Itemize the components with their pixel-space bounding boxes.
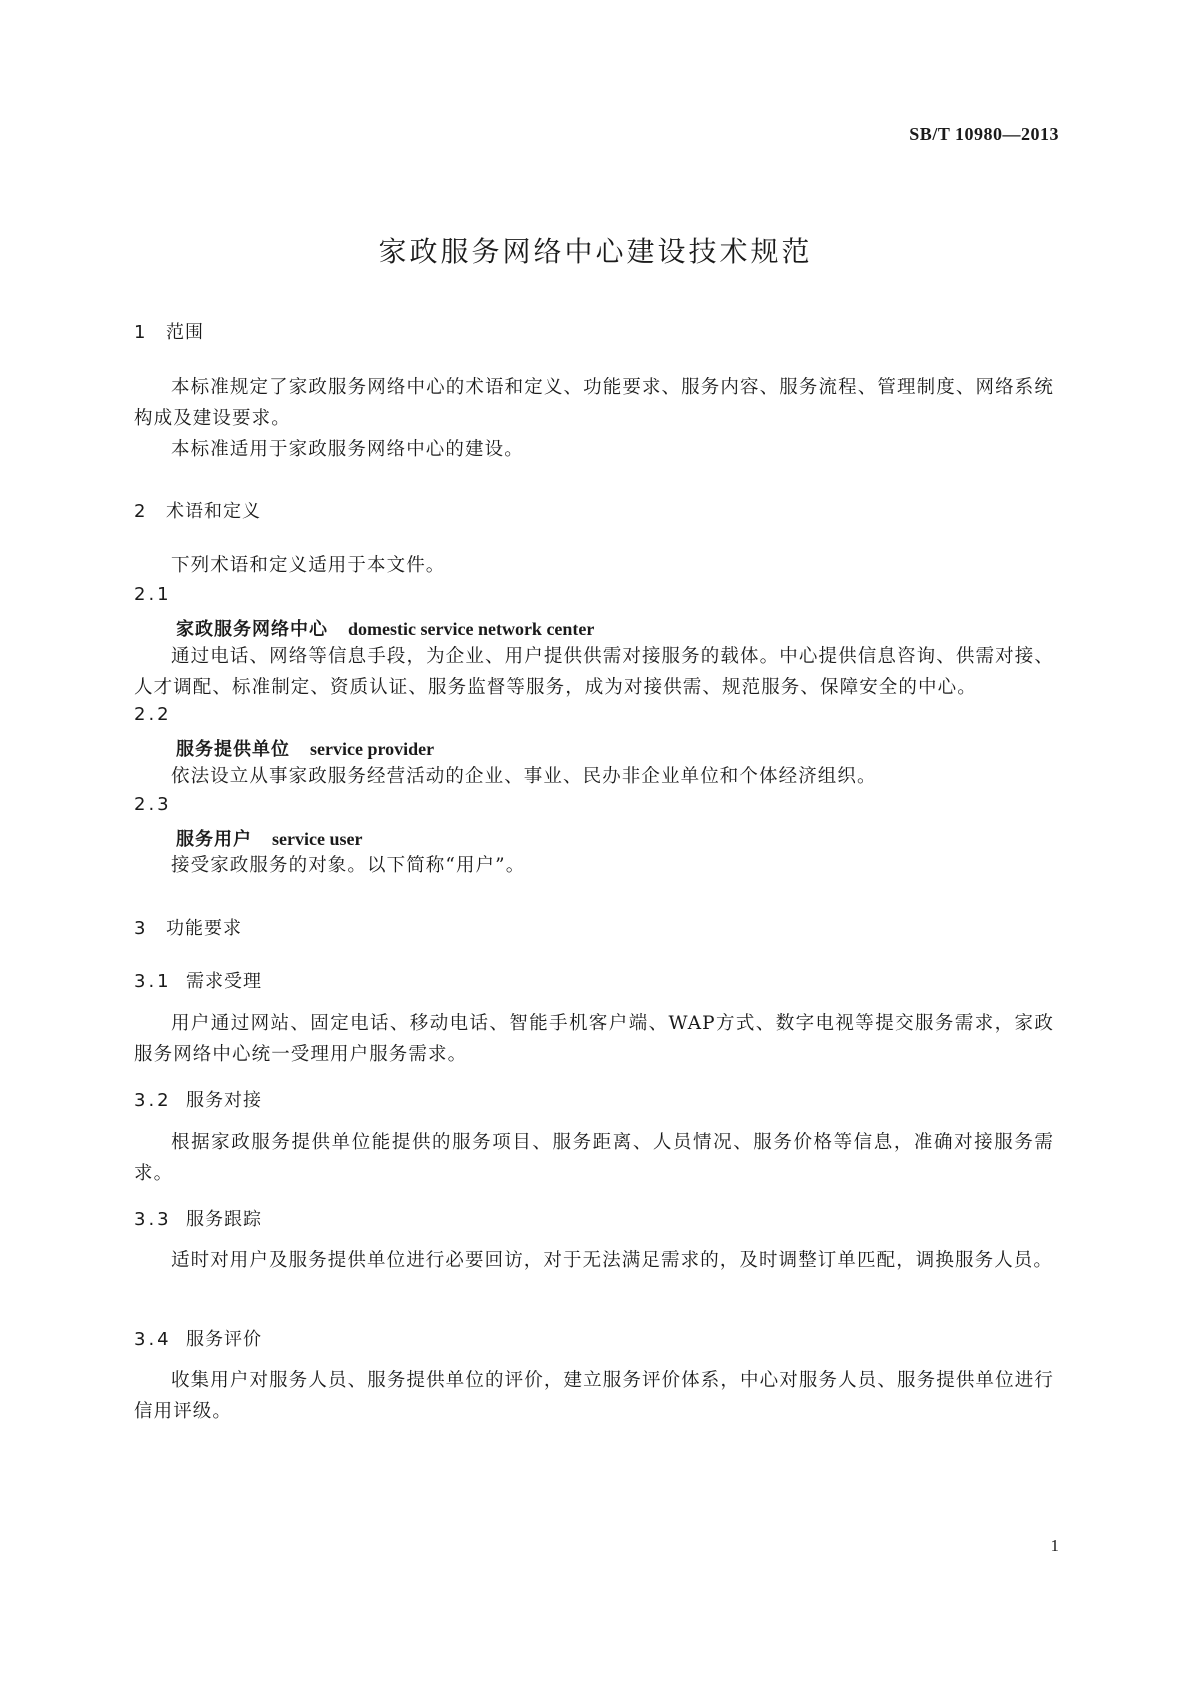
term-2-3-name [134,825,1054,851]
section-title: 范围 [166,322,204,343]
section-1-body [134,372,1054,465]
document-title: 家政服务网络中心建设技术规范 [378,235,813,268]
term-2-2 [134,704,1054,725]
page-number: 1 [1050,1536,1059,1555]
subsection-3-4-heading [134,1325,1054,1351]
term-definition: 通过电话、网络等信息手段，为企业、用户提供供需对接服务的载体。中心提供信息咨询、供需对接、人才调配、标准制定、资质认证、服务监督等服务，成为对接供需、规范服务、保障安全的中心。 [134,646,1054,698]
term-en: service provider [310,739,435,759]
term-zh: 服务用户 [176,829,252,850]
subsection-number: 3.4 [134,1329,172,1350]
term-en: service user [272,829,363,849]
section-number: 3 [134,918,147,939]
section-1-heading [134,318,1054,344]
paragraph: 用户通过网站、固定电话、移动电话、智能手机客户端、WAP方式、数字电视等提交服务需求，家政服务网络中心统一受理用户服务需求。 [134,1013,1054,1065]
paragraph: 本标准规定了家政服务网络中心的术语和定义、功能要求、服务内容、服务流程、管理制度、网络系统构成及建设要求。 [134,377,1054,429]
term-definition: 依法设立从事家政服务经营活动的企业、事业、民办非企业单位和个体经济组织。 [171,766,877,787]
term-2-3-definition [134,850,1054,881]
subsection-number: 3.2 [134,1090,172,1111]
term-definition: 接受家政服务的对象。以下简称“用户”。 [171,855,526,876]
section-2-heading [134,497,1054,523]
section-2-intro [134,550,1054,581]
section-title: 术语和定义 [166,501,261,522]
term-number: 2.3 [134,794,172,815]
paragraph: 本标准适用于家政服务网络中心的建设。 [171,439,524,460]
subsection-3-1-body [134,1008,1054,1070]
subsection-3-3-heading [134,1205,1054,1231]
term-2-2-name [134,735,1054,761]
term-number: 2.1 [134,584,172,605]
section-number: 2 [134,501,147,522]
paragraph: 下列术语和定义适用于本文件。 [171,555,446,576]
paragraph: 适时对用户及服务提供单位进行必要回访，对于无法满足需求的，及时调整订单匹配，调换服务人员。 [171,1250,1054,1271]
standard-code: SB/T 10980—2013 [909,124,1059,144]
paragraph: 根据家政服务提供单位能提供的服务项目、服务距离、人员情况、服务价格等信息，准确对接服务需求。 [134,1132,1054,1184]
subsection-number: 3.3 [134,1209,172,1230]
subsection-3-4-body [134,1365,1054,1427]
term-en: domestic service network center [348,619,595,639]
subsection-title: 服务评价 [186,1329,262,1350]
subsection-title: 需求受理 [186,971,262,992]
term-number: 2.2 [134,704,172,725]
subsection-number: 3.1 [134,971,172,992]
term-zh: 服务提供单位 [176,739,290,760]
subsection-3-3-body [134,1245,1054,1276]
term-2-2-definition [134,761,1054,792]
term-zh: 家政服务网络中心 [176,619,328,640]
subsection-3-2-body [134,1127,1054,1189]
term-2-1-definition [134,641,1054,703]
term-2-3 [134,794,1054,815]
paragraph: 收集用户对服务人员、服务提供单位的评价，建立服务评价体系，中心对服务人员、服务提供单位进行信用评级。 [134,1370,1054,1422]
term-2-1-name [134,615,1054,641]
subsection-title: 服务跟踪 [186,1209,262,1230]
section-number: 1 [134,322,147,343]
subsection-3-1-heading [134,967,1054,993]
section-title: 功能要求 [166,918,242,939]
term-2-1 [134,584,1054,605]
section-3-heading [134,914,1054,940]
subsection-title: 服务对接 [186,1090,262,1111]
subsection-3-2-heading [134,1086,1054,1112]
